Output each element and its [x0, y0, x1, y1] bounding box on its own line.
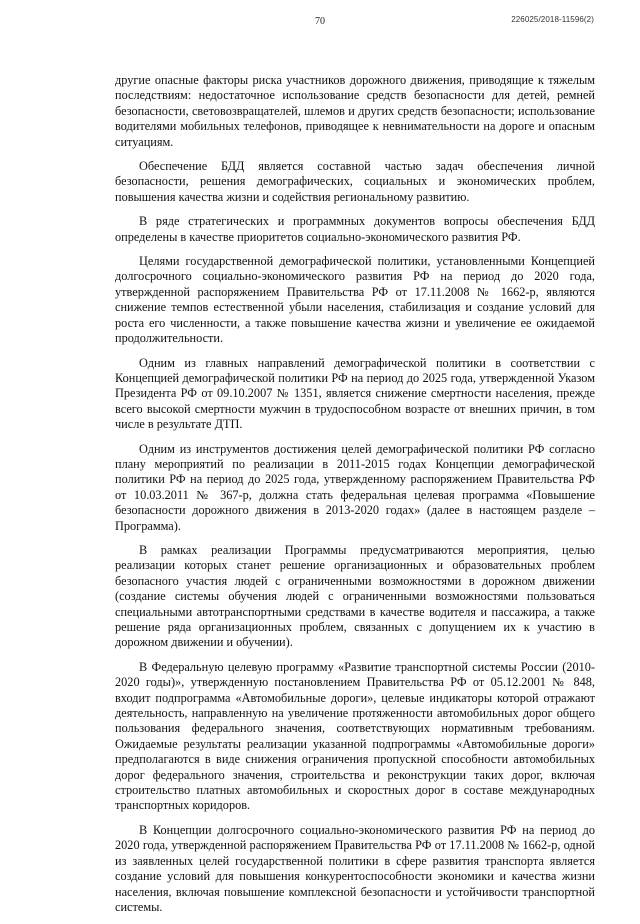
paragraph-transport-concept: В Концепции долгосрочного социально-экономического развития РФ на период до 2020 года, утвержденной распоряжением Правительства РФ от 17.11.2008 № 1662-р, одной из заявленных целей государственной политики в сфере развития транспорта является создание условий для повышения конкурентоспособности экономики и качества жизни населения, включая повышение комплексной безопасности и устойчивости транспортной системы. [115, 822, 595, 914]
paragraph-program-instrument: Одним из инструментов достижения целей демографической политики РФ согласно плану мероприятий по реализации в 2011-2015 годах Концепции демографической политики РФ на период до 2025 года, утвержденному распоряжением Правительства РФ от 10.03.2011 № 367-р, должна стать федеральная целевая программа «Повышение безопасности дорожного движения в 2013-2020 годах» (далее в настоящем разделе – Программа). [115, 441, 595, 533]
paragraph-risk-factors: другие опасные факторы риска участников дорожного движения, приводящие к тяжелым последствиям: недостаточное использование средств безопасности для детей, ремней безопасности, световозвращателей, шлемов и других средств безопасности; использование водителями мобильных телефонов, приводящее к невнимательности на дороге и опасным ситуациям. [115, 73, 595, 149]
page-number: 70 [315, 16, 325, 27]
paragraph-demographic-concept: Одним из главных направлений демографической политики в соответствии с Концепцией демографической политики РФ на период до 2025 года, утвержденной Указом Президента РФ от 09.10.2007 № 1351, является снижение смертности населения, прежде всего высокой смертности мужчин в трудоспособном возрасте от внешних причин, в том числе в результате ДТП. [115, 355, 595, 432]
paragraph-transport-program: В Федеральную целевую программу «Развитие транспортной системы России (2010-2020 годы)», утвержденную постановлением Правительства РФ от 05.12.2001 № 848, входит подпрограмма «Автомобильные дороги», целевые индикаторы которой отражают деятельность, направленную на увеличение протяженности автомобильных дорог общего пользования федерального значения, соответствующих нормативным требованиям. Ожидаемые результаты реализации указанной подпрограммы «Автомобильные дороги» предполагаются в виде снижения ограничения пропускной способности автомобильных дорог федерального значения, строительства и реконструкции таких дорог, включая строительство платных автомобильных и скоростных дорог в составе международных транспортных коридоров. [115, 659, 595, 813]
paragraph-limited-abilities: В рамках реализации Программы предусматриваются мероприятия, целью реализации которых станет решение организационных и образовательных проблем безопасного участия людей с ограниченными возможностями в дорожном движении (создание системы обучения людей с ограниченными возможностями пользоваться специальными автотранспортными средствами в качестве водителя и пассажира, а также решение ряда организационных проблем, связанных с допущением их к участию в дорожном движении и обучении). [115, 542, 595, 650]
paragraph-strategic-documents: В ряде стратегических и программных документов вопросы обеспечения БДД определены в качестве приоритетов социально-экономического развития РФ. [115, 214, 595, 244]
document-id: 226025/2018-11596(2) [511, 15, 594, 24]
document-body [115, 73, 595, 924]
paragraph-demographic-goals: Целями государственной демографической политики, установленными Концепцией долгосрочного социально-экономического развития РФ на период до 2020 года, утвержденной распоряжением Правительства РФ от 17.11.2008 № 1662-р, являются снижение темпов естественной убыли населения, стабилизация и создание условий для роста его численности, а также повышение качества жизни и увеличение ее ожидаемой продолжительности. [115, 254, 595, 346]
paragraph-bdd-component: Обеспечение БДД является составной частью задач обеспечения личной безопасности, решения демографических, социальных и экономических проблем, повышения качества жизни и содействия региональному развитию. [115, 159, 595, 204]
